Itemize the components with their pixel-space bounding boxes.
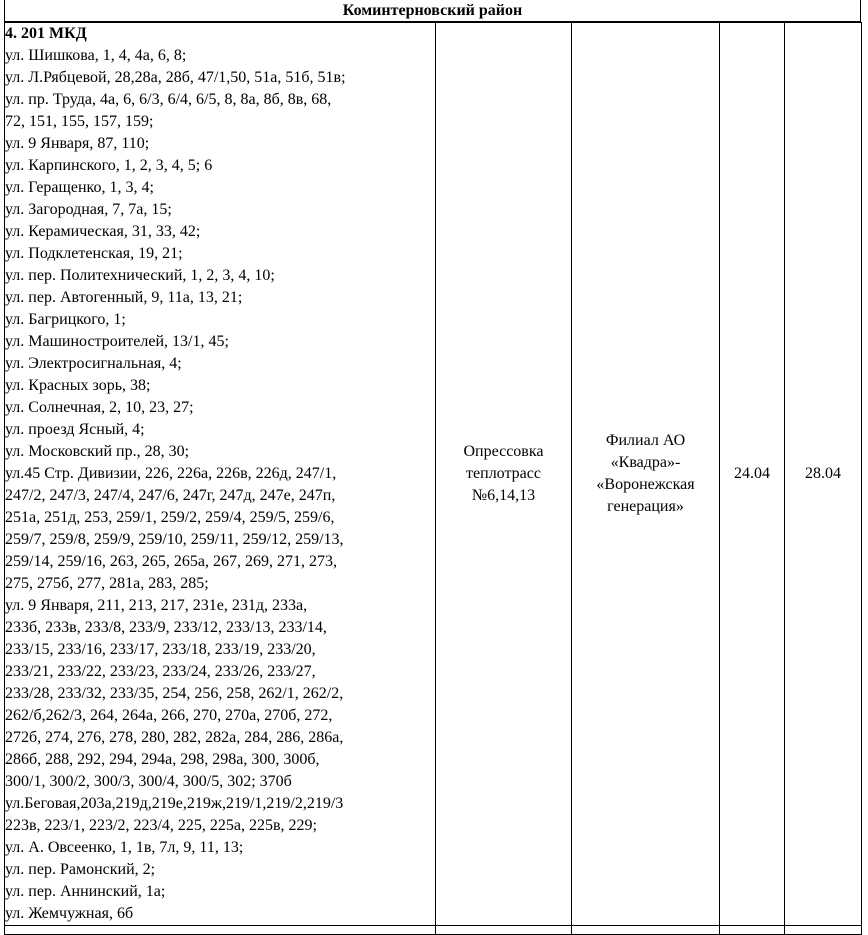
address-line: ул.Беговая,203а,219д,219е,219ж,219/1,219/2,219/3 xyxy=(5,795,344,812)
address-line: 223в, 223/1, 223/2, 223/4, 225, 225а, 225в, 229; xyxy=(5,817,317,834)
address-line: ул. Московский пр., 28, 30; xyxy=(5,443,190,460)
address-line: 233/21, 233/22, 233/23, 233/24, 233/26, 233/27, xyxy=(5,663,316,680)
address-line: 233/28, 233/32, 233/35, 254, 256, 258, 262/1, 262/2, xyxy=(5,685,344,702)
address-line: ул. Шишкова, 1, 4, 4а, 6, 8; xyxy=(5,47,187,64)
address-line: ул. Подклетенская, 19, 21; xyxy=(5,245,183,262)
address-line: 300/1, 300/2, 300/3, 300/4, 300/5, 302; 370б xyxy=(5,773,292,790)
address-line: ул. Машиностроителей, 13/1, 45; xyxy=(5,333,229,350)
address-line: 233/15, 233/16, 233/17, 233/18, 233/19, 233/20, xyxy=(5,641,316,658)
address-line: ул. Керамическая, 31, 33, 42; xyxy=(5,223,201,240)
address-list xyxy=(5,45,435,925)
schedule-page xyxy=(4,0,862,931)
address-line: ул. Солнечная, 2, 10, 23, 27; xyxy=(5,399,194,416)
address-line: 251а, 251д, 253, 259/1, 259/2, 259/4, 259/5, 259/6, xyxy=(5,509,335,526)
work-type-line: №6,14,13 xyxy=(471,487,536,504)
address-line: ул. пр. Труда, 4а, 6, 6/3, 6/4, 6/5, 8, 8а, 8б, 8в, 68, xyxy=(5,91,332,108)
organization-line: «Воронежская xyxy=(596,476,695,493)
group-title: 4. 201 МКД xyxy=(5,25,87,42)
organization-cell xyxy=(572,23,720,926)
organization-line: Филиал АО xyxy=(605,432,686,449)
address-line: 259/14, 259/16, 263, 265, 265а, 267, 269, 271, 273, xyxy=(5,553,337,570)
address-line: ул. Карпинского, 1, 2, 3, 4, 5; 6 xyxy=(5,157,213,174)
address-line: ул. Жемчужная, 6б xyxy=(5,905,134,922)
next-end-cell xyxy=(785,926,862,935)
address-line: ул. Загородная, 7, 7а, 15; xyxy=(5,201,172,218)
address-line: ул. Л.Рябцевой, 28,28а, 28б, 47/1,50, 51а, 51б, 51в; xyxy=(5,69,346,86)
address-line: ул. пер. Автогенный, 9, 11а, 13, 21; xyxy=(5,289,243,306)
address-line: ул. 9 Января, 87, 110; xyxy=(5,135,150,152)
address-line: 247/2, 247/3, 247/4, 247/6, 247г, 247д, 247е, 247п, xyxy=(5,487,336,504)
start-date: 24.04 xyxy=(734,465,770,482)
address-line: ул. Багрицкого, 1; xyxy=(5,311,126,328)
next-start-cell xyxy=(720,926,785,935)
address-line: 262/б,262/3, 264, 264а, 266, 270, 270а, 270б, 272, xyxy=(5,707,333,724)
address-line: ул. Геращенко, 1, 3, 4; xyxy=(5,179,154,196)
address-line: ул. проезд Ясный, 4; xyxy=(5,421,145,438)
next-address-cell xyxy=(5,926,436,935)
address-line: 272б, 274, 276, 278, 280, 282, 282а, 284, 286, 286а, xyxy=(5,729,344,746)
address-cell xyxy=(5,23,436,926)
address-line: ул. А. Овсеенко, 1, 1в, 7л, 9, 11, 13; xyxy=(5,839,244,856)
organization-line: генерация» xyxy=(607,498,684,515)
address-line: 72, 151, 155, 157, 159; xyxy=(5,113,154,130)
address-line: ул. Электросигнальная, 4; xyxy=(5,355,182,372)
start-date-cell xyxy=(720,23,785,926)
address-line: ул. пер. Аннинский, 1а; xyxy=(5,883,166,900)
table-row xyxy=(5,23,862,926)
address-line: 286б, 288, 292, 294, 294а, 298, 298а, 300, 300б, xyxy=(5,751,320,768)
address-line: ул.45 Стр. Дивизии, 226, 226а, 226в, 226д, 247/1, xyxy=(5,465,337,482)
address-line: ул. пер. Рамонский, 2; xyxy=(5,861,156,878)
work-type-cell xyxy=(436,23,572,926)
next-work-cell xyxy=(436,926,572,935)
table-row-next xyxy=(5,926,862,935)
address-line: ул. Красных зорь, 38; xyxy=(5,377,151,394)
outage-table xyxy=(4,22,862,935)
end-date: 28.04 xyxy=(805,465,841,482)
district-header: Коминтерновский район xyxy=(4,0,861,22)
work-type-text xyxy=(436,441,571,507)
address-line: 275, 275б, 277, 281а, 283, 285; xyxy=(5,575,209,592)
address-line: 233б, 233в, 233/8, 233/9, 233/12, 233/13, 233/14, xyxy=(5,619,327,636)
address-line: ул. пер. Политехнический, 1, 2, 3, 4, 10; xyxy=(5,267,275,284)
organization-text xyxy=(572,430,719,518)
next-org-cell xyxy=(572,926,720,935)
address-line: ул. 9 Января, 211, 213, 217, 231е, 231д, 233а, xyxy=(5,597,308,614)
work-type-line: теплотрасс xyxy=(466,465,541,482)
address-line: 259/7, 259/8, 259/9, 259/10, 259/11, 259/12, 259/13, xyxy=(5,531,344,548)
end-date-cell xyxy=(785,23,862,926)
organization-line: «Квадра»- xyxy=(610,454,681,471)
work-type-line: Опрессовка xyxy=(463,443,544,460)
